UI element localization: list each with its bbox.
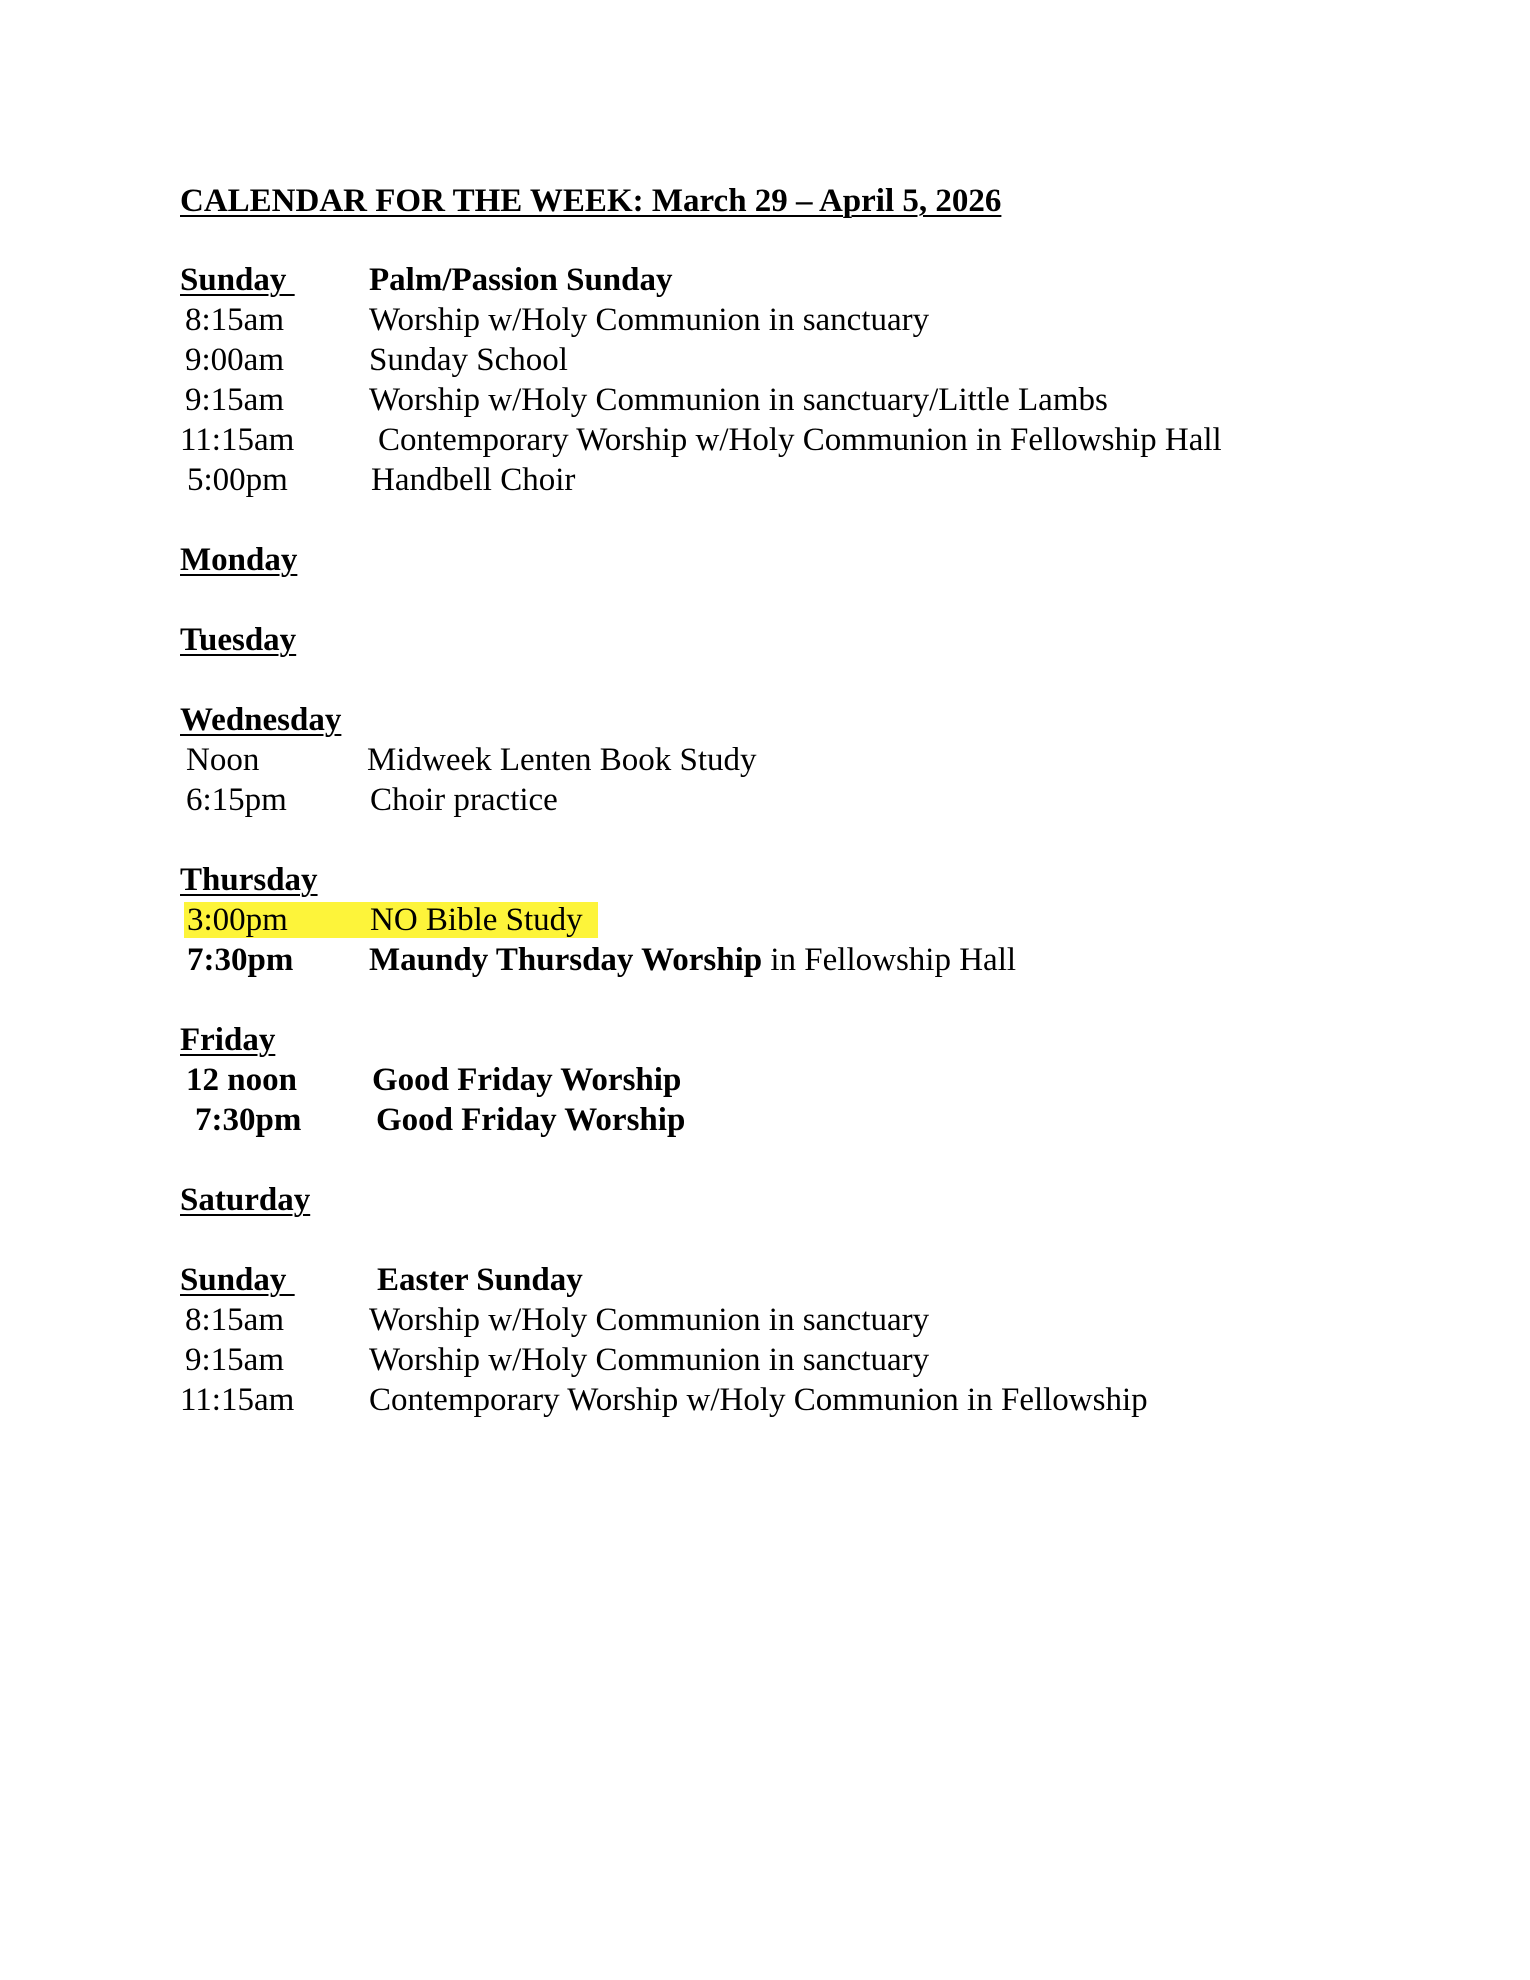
event-description: Worship w/Holy Communion in sanctuary <box>369 1302 930 1338</box>
event-time: 11:15am <box>180 422 295 458</box>
day-heading-sunday: Sunday <box>180 262 295 298</box>
event-time: 9:00am <box>185 342 284 378</box>
event-description: Worship w/Holy Communion in sanctuary <box>369 302 930 338</box>
page-title: CALENDAR FOR THE WEEK: March 29 – April 5, 2026 <box>180 183 1002 219</box>
event-description: Choir practice <box>370 782 558 818</box>
event-time: 9:15am <box>185 382 284 418</box>
event-time: 11:15am <box>180 1382 295 1418</box>
day-theme-palm-sunday: Palm/Passion Sunday <box>369 262 673 298</box>
event-time: 9:15am <box>185 1342 284 1378</box>
day-heading-sunday: Sunday <box>180 1262 295 1298</box>
event-time: 8:15am <box>185 302 284 338</box>
event-location: in Fellowship Hall <box>762 942 1017 978</box>
day-heading-thursday: Thursday <box>180 862 318 898</box>
event-description: Sunday School <box>369 342 568 378</box>
event-time: 7:30pm <box>195 1102 302 1138</box>
event-time: 6:15pm <box>186 782 287 818</box>
event-time: 5:00pm <box>187 462 288 498</box>
day-theme-easter-sunday: Easter Sunday <box>377 1262 583 1298</box>
event-title: Maundy Thursday Worship <box>369 942 763 978</box>
day-heading-friday: Friday <box>180 1022 276 1058</box>
event-time: 3:00pm <box>187 902 288 938</box>
day-heading-wednesday: Wednesday <box>180 702 342 738</box>
day-heading-saturday: Saturday <box>180 1182 311 1218</box>
event-description: Contemporary Worship w/Holy Communion in Fellowship Hall <box>378 422 1222 458</box>
event-description: Contemporary Worship w/Holy Communion in Fellowship <box>369 1382 1148 1418</box>
event-description: Worship w/Holy Communion in sanctuary/Little Lambs <box>369 382 1108 418</box>
event-time: Noon <box>186 742 260 778</box>
event-description: NO Bible Study <box>370 902 583 938</box>
event-time: 12 noon <box>186 1062 297 1098</box>
event-description: Worship w/Holy Communion in sanctuary <box>369 1342 930 1378</box>
event-description <box>369 940 1016 980</box>
day-heading-monday: Monday <box>180 542 298 578</box>
event-description: Midweek Lenten Book Study <box>367 742 757 778</box>
event-description: Good Friday Worship <box>372 1062 682 1098</box>
event-description: Good Friday Worship <box>376 1102 686 1138</box>
event-description: Handbell Choir <box>371 462 576 498</box>
event-time: 8:15am <box>185 1302 284 1338</box>
event-time: 7:30pm <box>187 942 294 978</box>
day-heading-tuesday: Tuesday <box>180 622 297 658</box>
